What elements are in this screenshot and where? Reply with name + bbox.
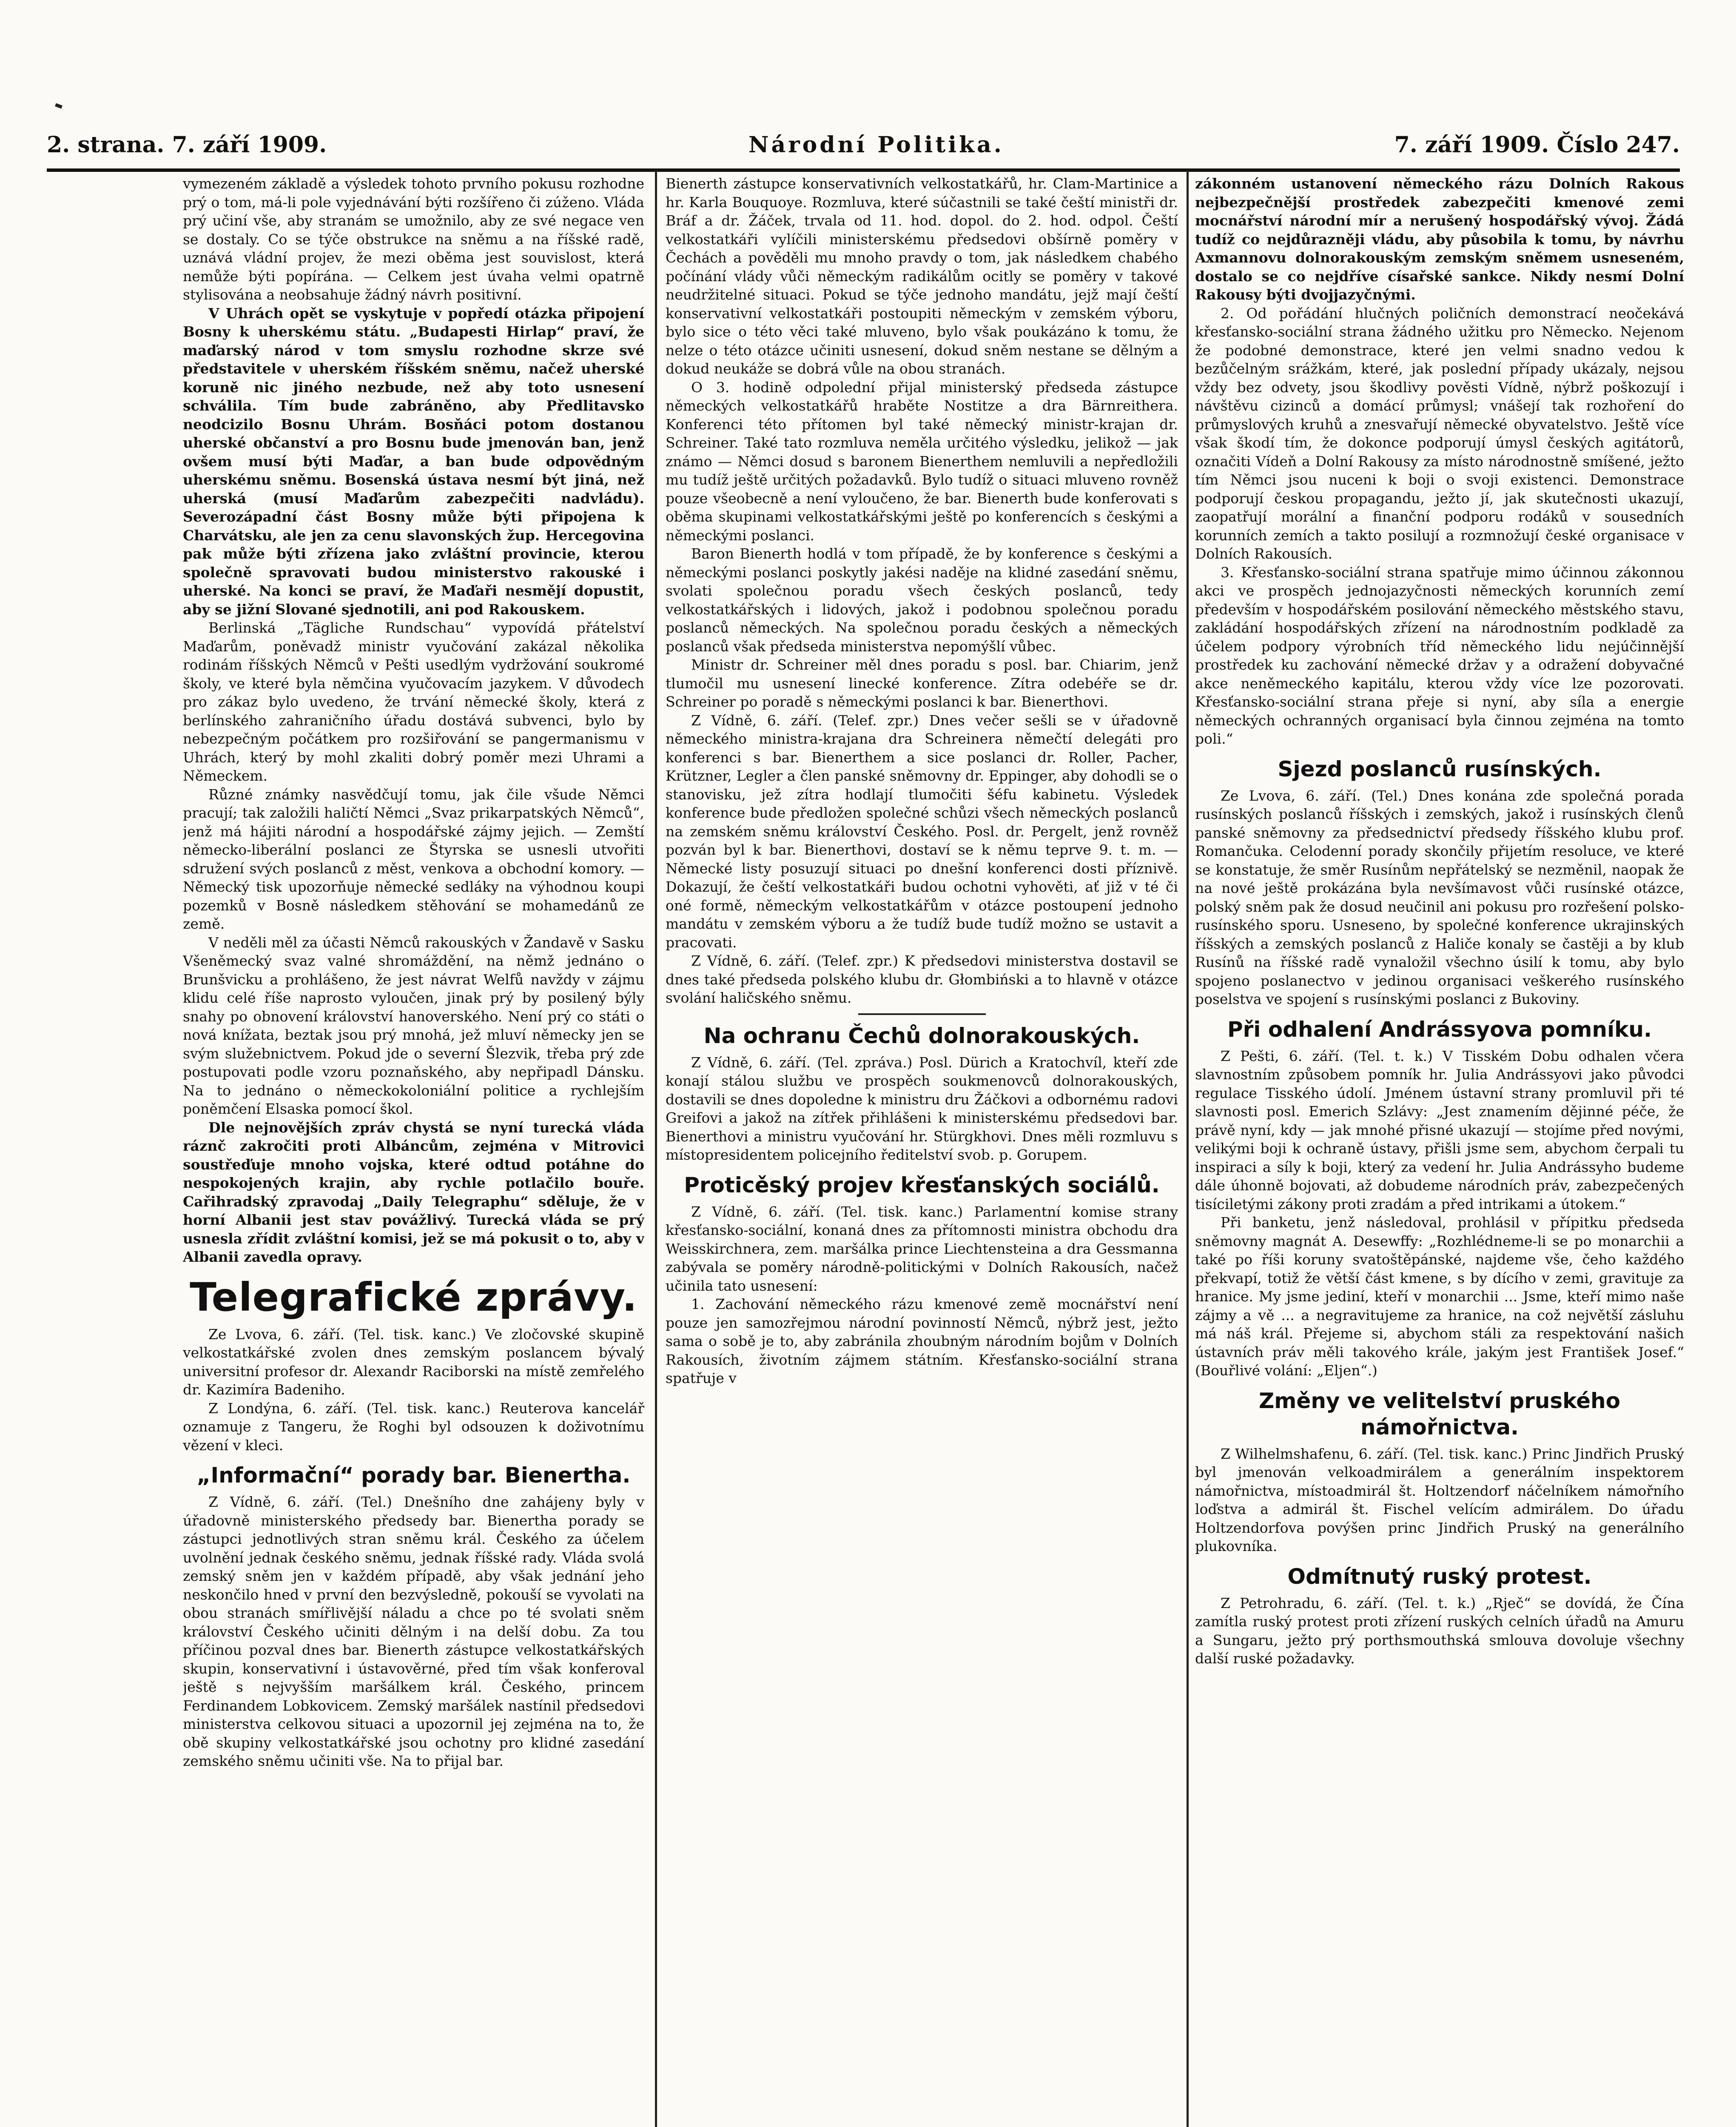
header-right: 7. září 1909. Číslo 247. (1394, 132, 1680, 158)
paragraph: Z Pešti, 6. září. (Tel. t. k.) V Tisském Dobu odhalen včera slavnostním způsobem pomník hr. Julia Andrássyovi jako původci regulace Tisského údolí. Jménem ústavní strany promluvil při té slavnosti posl. Emerich Szlávy: „Jest znamením dějinné péče, že právě nyní, kdy — jak mnohé přisné ukazují — stojíme před novými, velikými boji k ochraně ústavy, přišli jsme sem, abychom čerpali tu inspiraci a síly k boji, který za vedení hr. Julia Andrássyho budeme dále úhonně bojovati, až dobudeme národních práv, zabezpečených tisíciletými zákony proti zradám a před intrikami a útokem.“ (1195, 1047, 1684, 1212)
paragraph: Ministr dr. Schreiner měl dnes poradu s posl. bar. Chiarim, jenž tlumočil mu usnesení linecké konference. Zítra odebéře se dr. Schreiner po poradě s německými poslanci k bar. Bienerthovi. (666, 656, 1178, 710)
article-heading: Proticěský projev křesťanských sociálů. (684, 1172, 1160, 1198)
article-heading: Při odhalení Andrássyova pomníku. (1227, 1017, 1652, 1042)
page-header (47, 128, 1680, 168)
article-heading: Změny ve velitelství pruského námořnictva. (1259, 1388, 1620, 1440)
paragraph: zákonném ustanovení německého rázu Dolních Rakous nejbezpečnější prostředek zabezpečiti kmenové zemi mocnářství národní mír a nerušený hospodářský vývoj. Žádá tudíž co nejdůrazněji vládu, aby působila k tomu, by návrhu Axmannovu dolnorakouským zemským sněmem usneseném, dostalo se co nejdříve císařské sankce. Nikdy nesmí Dolní Rakousy býti dvojjazyčnými. (1195, 175, 1684, 303)
paragraph: Při banketu, jenž následoval, prohlásil v přípitku předseda sněmovny magnát A. Desewffy: „Rozhlédneme-li se po monarchii a také po říši koruny svatoštěpánské, najdeme vše, čeho každého překvapí, totiž že větší část kmene, s by dícího v zemi, gravituje za hranice. My jsme jediní, kteří v monarchii ... Jsme, kteří mimo naše zájmy a vě ... a negravitujeme za hranice, na což největší zásluhu má náš král. Přejeme si, abychom stáli za respektování našich ústavních práv měli takového krále, jakým jest František Josef.“ (Bouřlivé volání: „Eljen“.) (1195, 1214, 1684, 1379)
paragraph: Z Londýna, 6. září. (Tel. tisk. kanc.) Reuterova kancelář oznamuje z Tangeru, že Roghi byl odsouzen k doživotnímu vězení v kleci. (183, 1400, 644, 1454)
paragraph: Z Vídně, 6. září. (Tel. zpráva.) Posl. Dürich a Kratochvíl, kteří zde konají stálou službu ve prospěch soukmenovců dolnorakouských, dostavili se dnes dopoledne k ministru dru Žáčkovi a odbornému radovi Greifovi a jakož na zítřek přihlášeni k ministerskému předsedovi bar. Bienerthovi a ministru vyučování hr. Stürgkhovi. Dnes měli rozmluvu s místopresidentem policejního ředitelství svob. p. Gorupem. (666, 1054, 1178, 1163)
paragraph: Různé známky nasvědčují tomu, jak čile všude Němci pracují; tak založili haličtí Němci „Svaz prikarpatských Němců“, jenž má hájiti národní a hospodářské zájmy jejich. — Zemští německo-liberální poslanci ze Štyrska se usnesli utvořiti sdružení svých poslanců z měst, venkova a obchodní komory. — Německý tisk upozorňuje německé sedláky na výhodnou koupi pozemků v Bosně následkem stěhování se mohamedánů ze země. (183, 786, 644, 932)
column-divider (655, 170, 657, 2127)
paragraph: Dle nejnovějších zpráv chystá se nyní turecká vláda ráznč zakročiti proti Albáncům, zejména v Mitrovici soustřeďuje mnoho vojska, které odtud potáhne do nespokojených krajin, aby rychle potlačilo bouře. Cařihradský zpravodaj „Daily Telegraphu“ sděluje, že v horní Albanii jest stav povážlivý. Turecká vláda se prý usnesla zřídit zvláštní komisi, jež se má pokusit o to, aby v Albanii zavedla opravy. (183, 1119, 644, 1265)
article-heading: Odmítnutý ruský protest. (1287, 1564, 1592, 1589)
paragraph: Z Petrohradu, 6. září. (Tel. t. k.) „Rječ“ se dovídá, že Čína zamítla ruský protest proti zřízení ruských celních úřadů na Amuru a Sungaru, ježto prý porthsmouthská smlouva dovoluje všechny další ruské požadavky. (1195, 1594, 1684, 1667)
column-3 (1195, 174, 1684, 2127)
column-2 (666, 174, 1178, 2127)
paragraph: Bienerth zástupce konservativních velkostatkářů, hr. Clam-Martinice a hr. Karla Bouquoye. Rozmluva, které súčastnili se také čeští ministři dr. Bráf a dr. Žáček, trvala od 11. hod. dopol. do 2. hod. odpol. Čeští velkostatkáři vylíčili ministerskému předsedovi obšírně poměry v Čechách a pověděli mu mnoho pravdy o tom, jak následkem chabého počínání vlády vůči německým radikálům ocitly se poměry v takové neudržitelné situaci. Pokud se týče jednoho mandátu, jejž mají čeští konservativní velkostatkáři postoupiti německým v zemském výboru, bylo sice o této věci také mluveno, bylo však poukázáno k tomu, že nelze o této otázce učiniti usnesení, dokud sněm nestane se dělným a dokud neukáže se dobrá vůle na obou stranách. (666, 175, 1178, 377)
paragraph: Z Wilhelmshafenu, 6. září. (Tel. tisk. kanc.) Princ Jindřich Pruský byl jmenován velkoadmirálem a generálním inspektorem námořnictva, místoadmirál št. Holtzendorf náčelníkem námořního loďstva a admirál št. Fischel velícím admirálem. Do úřadu Holtzendorfova povýšen princ Jindřich Pruský na generálního plukovníka. (1195, 1445, 1684, 1554)
divider (858, 1013, 986, 1015)
section-heading: Telegrafické zprávy. (190, 1274, 637, 1320)
paragraph: 2. Od pořádání hlučných poličních demonstrací neočekává křesťansko-sociální strana žádného užitku pro Německo. Nejenom že podobné demonstrace, které jen velmi snadno vedou k bezůčelným srážkám, které, jak poslední případy ukázaly, nejsou vždy bez odvety, jsou škodlivy pověsti Vídně, nýbrž poškozují i návštěvu cizinců a domácí průmysl; vnášejí tak rozhoření do průmyslových kruhů a znesvařují německé obyvatelstvo. Ještě více však škodí tím, že dokonce podporují úmysl českých agitátorů, označiti Vídeň a Dolní Rakousy za místo národnostně smíšené, ježto tím Němci jsou nuceni k boji o svoji existenci. Demonstrace podporují českou propagandu, ježto jí, jak skutečnosti ukazují, zaopatřují morální a finanční podporu rodáků v sousedních korunních zemích a takto posilují a rozmnožují české organisace v Dolních Rakousích. (1195, 305, 1684, 562)
paragraph: vymezeném základě a výsledek tohoto prvního pokusu rozhodne prý o tom, má-li pole vyjednávání býti rozšířeno či zúženo. Vláda prý učiní vše, aby stranám se umožnilo, aby ze své negace ven se dostaly. Co se týče obstrukce na sněmu a na říšské radě, uznává vládní projev, že mezi oběma jest souvislost, která nemůže býti popírána. — Celkem jest úvaha velmi opatrně stylisována a neobsahuje žádný návrh positivní. (183, 175, 644, 303)
article-heading: Na ochranu Čechů dolnorakouských. (703, 1023, 1140, 1048)
article-heading: „Informační“ porady bar. Bienertha. (196, 1463, 631, 1488)
article-heading: Sjezd poslanců rusínských. (1278, 756, 1602, 781)
paragraph: Z Vídně, 6. září. (Tel.) Dnešního dne zahájeny byly v úřadovně ministerského předsedy bar. Bienertha porady se zástupci jednotlivých stran sněmu král. Českého za účelem uvolnění jednak českého sněmu, jednak říšské rady. Vláda svolá zemský sněm jen v každém případě, aby však jednání jeho neskončilo hned v první den bezvýsledně, pokouší se vyvolati na obou stranách smířlivější náladu a chce po té svolati sněm království Českého učiniti dělným i na delší dobu. Za tou příčinou pozval dnes bar. Bienerth zástupce velkostatkářských skupin, konservativní i ústavověrné, před tím však konferoval ještě s nejvyšším maršálkem král. Českého, princem Ferdinandem Lobkovicem. Zemský maršálek nastínil předsedovi ministerstva celkovou situaci a upozornil jej zejména na to, že obě skupiny velkostatkářské jsou ochotny pro klidné zasedání zemského sněmu učiniti vše. Na to přijal bar. (183, 1494, 644, 1769)
paragraph: V neděli měl za účasti Němců rakouských v Žandavě v Sasku Všeněmecký svaz valné shromáždění, na němž jednáno o Brunšvicku a prohlášeno, že jest návrat Welfů navždy v zájmu klidu celé říše naprosto vyloučen, jinak prý by posilený býly snahy po obnovení království hanoverského. Není prý co státi o nová knížata, beztak jsou prý mnohá, jež mluví německy jen se svým služebnictvem. Pokud jde o severní Šlezvik, třeba prý zde postupovati podle vzoru poznaňského, aby nepřipadl Dánsku. Na to jednáno o německokoloniální politice a rychlejším poněmčení Elsaska pomocí škol. (183, 934, 644, 1117)
paragraph: Berlinská „Tägliche Rundschau“ vypovídá přátelství Maďarům, poněvadž ministr vyučování zakázal několika rodinám říšských Němců v Pešti usedlým vydržování soukromé školy, ve které byla němčina vyučovacím jazykem. V důvodech pro zákaz bylo uvedeno, že trvání německé školy, která z berlínského zahraničního úřadu dostává subvenci, bylo by nebezpečným počátkem pro rozšiřování se pangermanismu v Uhrách, který by mohl zkaliti dobrý poměr mezi Uhrami a Německem. (183, 619, 644, 784)
paragraph: Ze Lvova, 6. září. (Tel. tisk. kanc.) Ve zločovské skupině velkostatkářské zvolen dnes zemským poslancem bývalý universitní profesor dr. Alexandr Raciborski na místě zemřelého dr. Kazimíra Badeniho. (183, 1326, 644, 1398)
paragraph: Z Vídně, 6. září. (Tel. tisk. kanc.) Parlamentní komise strany křesťansko-sociální, konaná dnes za přítomnosti ministra obchodu dra Weisskirchnera, zem. maršálka prince Liechtensteina a dra Gessmanna zabývala se poměry národně-politickými v Dolních Rakousích, načež učinila tato usnesení: (666, 1203, 1178, 1294)
masthead-title: Národní Politika. (748, 132, 1004, 158)
paragraph: Ze Lvova, 6. září. (Tel.) Dnes konána zde společná porada rusínských poslanců říšských i zemských, jakož i rusínských členů panské sněmovny za předsednictví předsedy říšského klubu prof. Romančuka. Celodenní porady skončily přijetím resoluce, ve které se konstatuje, že směr Rusínům nepřátelský se nezměnil, naopak že na nové ještě prokázána byla nevšímavost vůči rusínské otázce, polský sněm pak že dosud neučinil ani pokusu pro rozřešení polsko-rusínského sporu. Usneseno, by společné konference ukrajinských říšských a zemských poslanců z Haliče konaly se častěji a by klub Rusínů na říšské radě vynaložil všechno úsilí k tomu, aby bylo spojeno poslanectvo v jedinou organisaci veškerého rusínského poselstva ve spojení s rusínskými poslanci z Bukoviny. (1195, 787, 1684, 1007)
paragraph: V Uhrách opět se vyskytuje v popředí otázka připojení Bosny k uherskému státu. „Budapesti Hirlap“ praví, že maďarský národ v tom smyslu rozhodne skrze své představitele v uherském říšském sněmu, načež uherské koruně nic jiného nezbude, než aby toto usnesení schválila. Tím bude zabráněno, aby Předlitavsko neodcizilo Bosnu Uhrám. Bosňáci potom dostanou uherské občanství a pro Bosnu bude jmenován ban, jenž ovšem musí býti Maďar, a ban bude odpovědným uherskému sněmu. Bosenská ústava nesmí být jiná, než uherská (musí Maďarům zabezpečiti nadvládu). Severozápadní část Bosny může býti připojena k Charvátsku, ale jen za cenu slavonských žup. Hercegovina pak může býti zřízena jako zvláštní provincie, kterou společně spravovati budou ministerstvo rakouské i uherské. Na konci se praví, že Maďaři nesmějí dopustit, aby se jižní Slované sjednotili, ani pod Rakouskem. (183, 305, 644, 618)
column-divider (1187, 170, 1189, 2127)
paragraph: Baron Bienerth hodlá v tom případě, že by konference s českými a německými poslanci poskytly jakési naděje na klidné zasedání sněmu, svolati společnou poradu všech českých poslanců, tedy velkostatkářských i lidových, jakož i podobnou společnou poradu poslanců německých. Na společnou poradu českých a německých poslanců však předseda ministerstva nepomýšlí vůbec. (666, 545, 1178, 655)
header-left: 2. strana. 7. září 1909. (47, 132, 327, 158)
paragraph: O 3. hodině odpolední přijal ministerský předseda zástupce německých velkostatkářů hraběte Nostitze a dra Bärnreithera. Konferenci této přítomen byl také německý ministr-krajan dr. Schreiner. Také tato rozmluva neměla určitého výsledku, jelikož — jak známo — Němci dosud s baronem Bienerthem nemluvili a nepředložili mu tudíž ještě určitých požadavků. Bylo tudíž o situaci mluveno rovněž pouze všeobecně a není vyloučeno, že bar. Bienerth bude konferovati s oběma skupinami velkostatkářskými ještě po konferencích s českými a německými poslanci. (666, 379, 1178, 544)
scan-mark (55, 103, 63, 109)
column-1 (183, 174, 644, 2127)
paragraph: 1. Zachování německého rázu kmenové země mocnářství není pouze jen samozřejmou národní povinností Němců, nýbrž jest, ježto sama o sobě je to, aby zabránila zhoubným národním bojům v Dolních Rakousích, životním zájmem státním. Křesťansko-sociální strana spatřuje v (666, 1296, 1178, 1386)
paragraph: Z Vídně, 6. září. (Telef. zpr.) K předsedovi ministerstva dostavil se dnes také předseda polského klubu dr. Głombiński a to hlavně v otázce svolání haličského sněmu. (666, 952, 1178, 1006)
header-rule (47, 168, 1680, 172)
paragraph: 3. Křesťansko-sociální strana spatřuje mimo účinnou zákonnou akci ve prospěch jednojazyčnosti německých korunních zemí především v hospodářském posilování německého městského stavu, zakládání hospodářských zřízení na národnostním podkladě za účelem podpory výrobních tříd německého lidu nejúčinnější prostředek ku zachování německé držav y a odražení dobyvačné akce neněmeckého kapitálu, kterou vždy více lze pozorovati. Křesťansko-sociální strana přeje si nyní, aby síla a energie německých ochranných organisací byla činnou zejména na tomto poli.“ (1195, 564, 1684, 747)
paragraph: Z Vídně, 6. září. (Telef. zpr.) Dnes večer sešli se v úřadovně německého ministra-krajana dra Schreinera němečtí delegáti pro konferenci s bar. Bienerthem a sice poslanci dr. Roller, Pacher, Krützner, Legler a člen panské sněmovny dr. Eppinger, aby dohodli se o stanovisku, jež zítra hodlají tlumočiti šéfu kabinetu. Výsledek konference bude předložen společné schůzi všech německých poslanců na zemském sněmu království Českého. Posl. dr. Pergelt, jenž rovněž pozván byl k bar. Bienerthovi, dostaví se k němu teprve 9. t. m. — Německé listy posuzují situaci po dnešní konferenci dosti příznivě. Dokazují, že čeští velkostatkáři budou ochotni vyhověti, ať již v té či oné formě, německým velkostatkářům v otázce postoupení jednoho mandátu v zemském výboru a že tudíž bude tudíž možno se ustavit a pracovati. (666, 712, 1178, 951)
